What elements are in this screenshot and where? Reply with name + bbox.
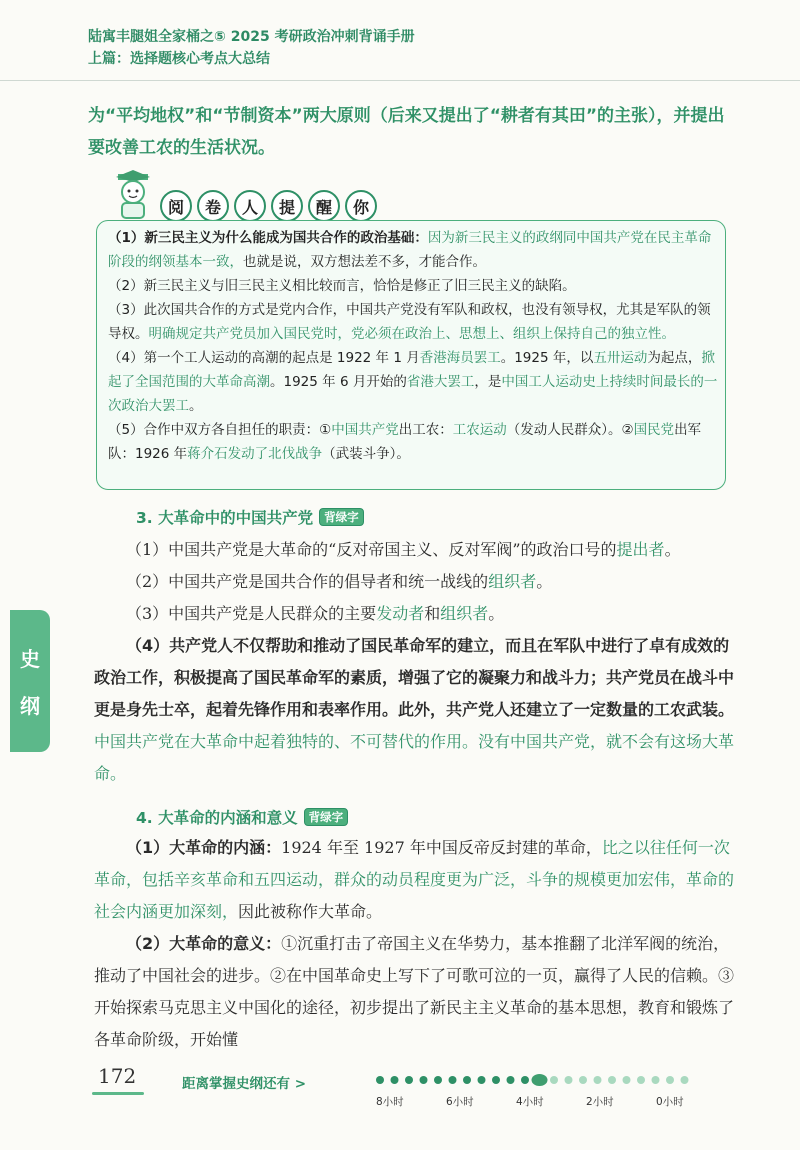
- section-4-body: [94, 832, 734, 1056]
- progress-dot: [376, 1076, 384, 1084]
- bold-text: （2）大革命的意义：: [126, 934, 282, 953]
- text: 和: [424, 604, 441, 623]
- page-number: 172: [98, 1064, 137, 1088]
- reminder-char: 卷: [197, 190, 229, 222]
- item-green: 蒋介石发动了北伐战争: [187, 446, 323, 462]
- progress-marker-icon: [532, 1074, 548, 1086]
- progress-dot: [565, 1076, 573, 1084]
- item-prefix: （3）: [108, 302, 144, 318]
- green-text: 比之以往任何一次革命，包括辛亥革命和五四运动，群众的动员程度更为广泛，斗争的规模更加宏伟，革命的社会内涵更加深刻，: [94, 838, 735, 921]
- s3-point-4: [94, 630, 734, 790]
- progress-dot: [420, 1076, 428, 1084]
- mascot-icon: [110, 170, 156, 220]
- progress-dot: [594, 1076, 602, 1084]
- text: ①沉重打击了帝国主义在华势力，基本推翻了北洋军阀的统治，推动了中国社会的进步。②在中国革命史上写下了可歌可泣的一页，赢得了人民的信赖。③开始探索马克思主义中国化的途径，初步提出了新民主主义革命的基本思想，教育和锻炼了各革命阶级，开始懂: [94, 934, 735, 1049]
- item-green: 工农运动: [452, 422, 507, 438]
- s3-point-3: [94, 598, 734, 630]
- green-text: 发动者: [376, 604, 425, 623]
- progress-dot: [666, 1076, 674, 1084]
- progress-dot: [478, 1076, 486, 1084]
- item-green: 掀起了全国范围的大革命高潮: [108, 350, 715, 390]
- item-bold: 新三民主义为什么能成为国共合作的政治基础：: [144, 230, 428, 246]
- item-green: 中国共产党: [331, 422, 399, 438]
- header-divider: [0, 80, 800, 81]
- green-text: 中国共产党在大革命中起着独特的、不可替代的作用。没有中国共产党，就不会有这场大革命。: [94, 732, 735, 783]
- green-text: 提出者: [616, 540, 665, 559]
- item-green: 国民党: [633, 422, 675, 438]
- memorize-tag: 背绿字: [319, 508, 364, 526]
- reminder-char: 阅: [160, 190, 192, 222]
- progress-dot: [579, 1076, 587, 1084]
- item-text: 。1925 年，以: [500, 350, 594, 366]
- item-green: 明确规定共产党员加入国民党时，党必须在政治上、思想上、组织上保持自己的独立性。: [148, 326, 675, 342]
- item-green: 省港大罢工: [406, 374, 475, 390]
- text: 。: [664, 540, 681, 559]
- item-text: 。1925 年 6 月开始的: [270, 374, 407, 390]
- reminder-content: [108, 226, 718, 466]
- progress-dot: [652, 1076, 660, 1084]
- page-number-underline: [92, 1092, 144, 1095]
- reminder-item-2: （2）新三民主义与旧三民主义相比较而言，恰恰是修正了旧三民主义的缺陷。: [108, 278, 576, 294]
- item-prefix: （1）: [108, 230, 145, 246]
- progress-dot: [449, 1076, 457, 1084]
- item-rest: 也就是说，双方想法差不多，才能合作。: [243, 254, 486, 270]
- progress-tick-label: 2小时: [586, 1096, 614, 1108]
- progress-dot: [405, 1076, 413, 1084]
- bold-text: （4）共产党人不仅帮助和推动了国民革命军的建立，而且在军队中进行了卓有成效的政治工作，积极提高了国民革命军的素质，增强了它的凝聚力和战斗力；共产党员在战斗中更是身先士卒，起着先锋作用和表率作用。此外，共产党人还建立了一定数量的工农武装。: [94, 636, 735, 719]
- s4-point-1: [94, 832, 734, 928]
- side-tab-char: 史: [20, 647, 40, 671]
- s3-point-2: [94, 566, 734, 598]
- text: （1）中国共产党是大革命的“反对帝国主义、反对军阀”的政治口号的: [126, 540, 617, 559]
- reminder-char: 提: [271, 190, 303, 222]
- progress-tick-label: 8小时: [376, 1096, 404, 1108]
- bold-text: （1）大革命的内涵：: [126, 838, 282, 857]
- reminder-char: 醒: [308, 190, 340, 222]
- item-prefix: （5）: [108, 422, 144, 438]
- green-text: 组织者: [488, 572, 537, 591]
- side-tab-char: 纲: [20, 694, 40, 718]
- progress-dot: [507, 1076, 515, 1084]
- running-header: [88, 26, 415, 70]
- item-green: 五卅运动: [593, 350, 648, 366]
- s4-point-2: [94, 928, 734, 1056]
- progress-label: 距离掌握史纲还有 >: [182, 1076, 307, 1092]
- progress-dot: [637, 1076, 645, 1084]
- reminder-char: 你: [345, 190, 377, 222]
- item-green: 中国工人运动史上持续时间最长的一次政治大罢工: [108, 374, 718, 414]
- item-prefix: （4）: [108, 350, 144, 366]
- progress-dot: [391, 1076, 399, 1084]
- reminder-item-1: [108, 226, 718, 274]
- item-text: （武装斗争）。: [322, 446, 410, 462]
- book-title: 陆寓丰腿姐全家桶之⑤ 2025 考研政治冲刺背诵手册: [88, 29, 415, 45]
- item-text: ，是: [474, 374, 502, 390]
- text: （3）中国共产党是人民群众的主要: [126, 604, 377, 623]
- green-text: 组织者: [440, 604, 489, 623]
- reminder-item-3: [108, 298, 718, 346]
- text: 1924 年至 1927 年中国反帝反封建的革命，: [281, 838, 602, 857]
- progress-dot: [550, 1076, 558, 1084]
- item-green: 因为新三民主义的政纲同中国共产党在民主革命阶段的纲领基本一致，: [108, 230, 712, 270]
- section-4-heading: [136, 806, 348, 828]
- progress-dot: [623, 1076, 631, 1084]
- progress-tick-label: 6小时: [446, 1096, 474, 1108]
- progress-dot: [608, 1076, 616, 1084]
- progress-dot: [463, 1076, 471, 1084]
- section-4-title: 4. 大革命的内涵和意义: [136, 809, 298, 827]
- item-text: 出工农：: [398, 422, 453, 438]
- reminder-char: 人: [234, 190, 266, 222]
- reminder-item-4: [108, 346, 718, 418]
- item-text: （发动人民群众）。②: [506, 422, 634, 438]
- item-green: 香港海员罢工: [419, 350, 501, 366]
- progress-tick-label: 4小时: [516, 1096, 544, 1108]
- text: 。: [488, 604, 505, 623]
- s3-point-1: [94, 534, 734, 566]
- text: 。: [536, 572, 553, 591]
- item-text: 为起点，: [647, 350, 702, 366]
- section-3-heading: [136, 506, 364, 528]
- progress-track: [370, 1068, 730, 1092]
- item-text: 第一个工人运动的高潮的起点是 1922 年 1 月: [143, 350, 420, 366]
- item-text: 合作中双方各自担任的职责：①: [143, 422, 332, 438]
- reminder-item-5: [108, 418, 718, 466]
- memorize-tag: 背绿字: [304, 808, 349, 826]
- text: 因此被称作大革命。: [238, 902, 383, 921]
- side-tab: [10, 610, 50, 752]
- item-text: 。: [189, 398, 203, 414]
- item-rest: 此次国共合作的方式是党内合作，中国共产党没有军队和政权，也没有领导权，尤其是军队的领导权。: [108, 302, 711, 342]
- text: （2）中国共产党是国共合作的倡导者和统一战线的: [126, 572, 489, 591]
- reminder-title: [160, 190, 377, 222]
- chapter-subtitle: 上篇：选择题核心考点大总结: [88, 51, 270, 67]
- progress-dot: [681, 1076, 689, 1084]
- section-3-title: 3. 大革命中的中国共产党: [136, 509, 314, 527]
- progress-dot: [521, 1076, 529, 1084]
- progress-dot: [434, 1076, 442, 1084]
- section-3-body: [94, 534, 734, 790]
- item-text: 出军队：1926 年: [108, 422, 702, 462]
- progress-tick-label: 0小时: [656, 1096, 684, 1108]
- progress-dot: [492, 1076, 500, 1084]
- intro-paragraph: 为“平均地权”和“节制资本”两大原则（后来又提出了“耕者有其田”的主张），并提出要改善工农的生活状况。: [88, 106, 725, 158]
